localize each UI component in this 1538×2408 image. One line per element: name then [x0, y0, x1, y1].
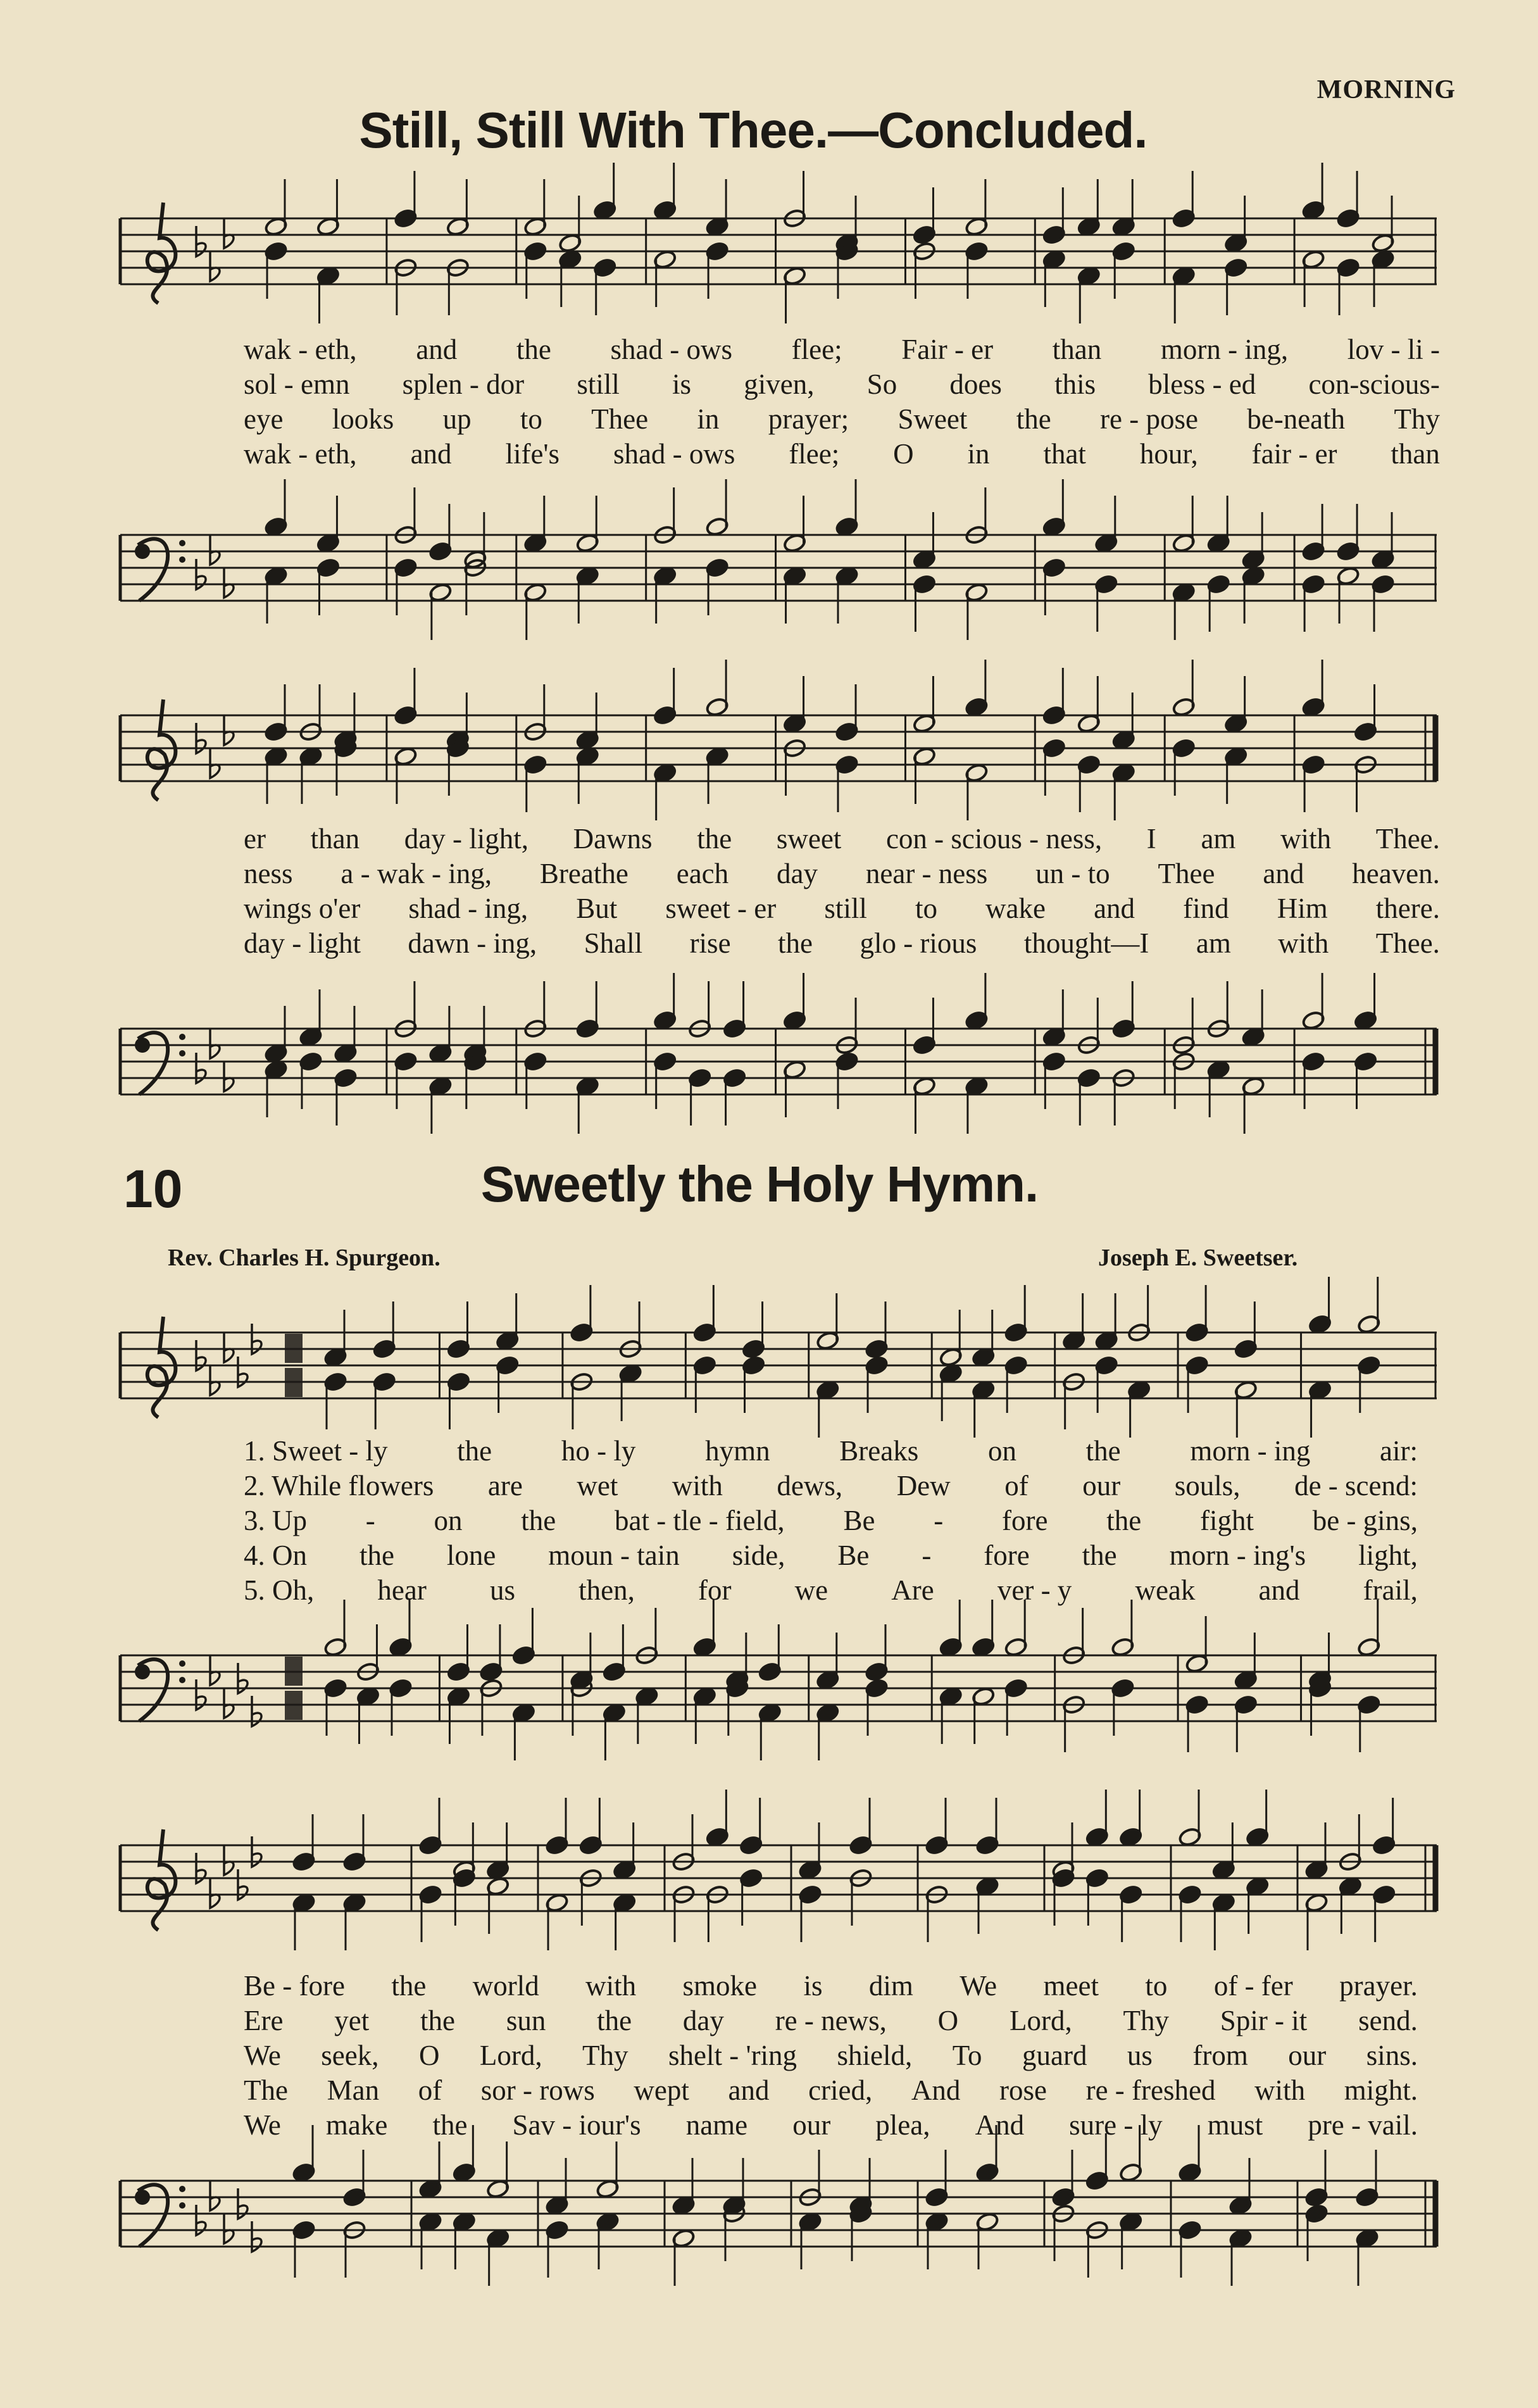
lyric-syllable: re - pose	[1100, 403, 1198, 435]
lyric-syllable: shad - ing,	[408, 893, 528, 924]
lyric-syllable: of	[1004, 1470, 1028, 1502]
lyric-syllable: -	[365, 1505, 375, 1536]
lyric-syllable: Thy	[1394, 403, 1440, 435]
lyric-syllable: hour,	[1139, 438, 1198, 470]
flat-icon	[224, 715, 234, 745]
lyric-syllable: and	[1263, 858, 1304, 889]
lyric-line	[244, 437, 1440, 472]
lyric-syllable: We	[244, 2109, 281, 2141]
lyric-syllable: smoke	[682, 1970, 758, 2002]
lyric-syllable: wake	[985, 893, 1046, 924]
lyric-syllable: Dew	[896, 1470, 951, 1502]
lyric-syllable: looks	[332, 403, 394, 435]
lyric-syllable: to	[520, 403, 542, 435]
lyric-syllable: in	[697, 403, 720, 435]
bass-clef-dot	[179, 540, 185, 546]
bass-clef-icon	[135, 2190, 150, 2205]
lyric-syllable: the	[432, 2109, 468, 2141]
lyric-syllable: Are	[891, 1574, 934, 1606]
lyric-syllable: near - ness	[865, 858, 988, 889]
lyric-syllable: seek,	[321, 2040, 379, 2071]
lyric-syllable: er	[244, 823, 266, 855]
lyric-syllable: shelt - 'ring	[668, 2040, 797, 2071]
lyric-syllable: with	[585, 1970, 637, 2002]
lyric-syllable: shad - ows	[613, 438, 735, 470]
lyric-syllable: given,	[744, 368, 815, 400]
lyric-syllable: with	[1280, 823, 1332, 855]
treble-staff	[114, 1817, 1443, 1956]
lyric-syllable: heaven.	[1352, 858, 1440, 889]
bass-clef-dot	[179, 2186, 185, 2192]
lyric-syllable: with	[1278, 927, 1329, 959]
lyric-syllable: life's	[505, 438, 560, 470]
lyric-syllable: Thee	[591, 403, 649, 435]
lyric-syllable: and	[728, 2074, 770, 2106]
lyrics-block	[244, 1969, 1418, 2143]
flat-icon	[224, 1061, 234, 1091]
lyric-syllable: day - light,	[404, 823, 528, 855]
lyric-syllable: prayer.	[1339, 1970, 1418, 2002]
lyric-syllable: moun - tain	[548, 1539, 680, 1571]
lyric-syllable: I	[1146, 823, 1156, 855]
section-header: MORNING	[1316, 75, 1456, 104]
lyric-syllable: fore	[984, 1539, 1030, 1571]
lyric-syllable: souls,	[1174, 1470, 1241, 1502]
lyric-syllable: The	[244, 2074, 288, 2106]
lyric-syllable: Sweet	[897, 403, 968, 435]
lyric-line	[244, 2073, 1418, 2108]
lyric-syllable: the	[1085, 1435, 1121, 1467]
lyric-syllable: name	[685, 2109, 748, 2141]
lyric-syllable: the	[391, 1970, 427, 2002]
lyric-syllable: eye	[244, 403, 284, 435]
treble-staff	[114, 190, 1443, 329]
lyric-syllable: dim	[868, 1970, 913, 2002]
bass-clef-dot	[179, 1660, 185, 1667]
time-signature-bottom	[285, 1691, 303, 1720]
lyric-syllable: then,	[578, 1574, 635, 1606]
lyric-syllable: be-neath	[1247, 403, 1346, 435]
lyric-line	[244, 2004, 1418, 2038]
time-signature-top	[285, 1657, 303, 1686]
lyric-syllable: hymn	[705, 1435, 770, 1467]
lyric-syllable: bless - ed	[1148, 368, 1256, 400]
bass-staff	[114, 1000, 1443, 1139]
lyric-syllable: on	[987, 1435, 1016, 1467]
lyric-syllable: must	[1207, 2109, 1263, 2141]
lyric-syllable: rose	[999, 2074, 1047, 2106]
lyric-line	[244, 856, 1440, 891]
lyric-line	[244, 1969, 1418, 2004]
flat-icon	[210, 251, 220, 281]
lyric-syllable: lone	[446, 1539, 496, 1571]
lyric-syllable: up	[442, 403, 472, 435]
lyric-syllable: our	[792, 2109, 831, 2141]
lyric-syllable: Thy	[1123, 2005, 1169, 2036]
lyric-syllable: hear	[377, 1574, 427, 1606]
lyric-syllable: con-scious-	[1308, 368, 1440, 400]
lyric-syllable: we	[794, 1574, 828, 1606]
lyric-syllable: flee;	[791, 334, 842, 365]
lyric-syllable: the	[597, 2005, 632, 2036]
lyric-syllable: So	[866, 368, 897, 400]
lyric-syllable: a - wak - ing,	[341, 858, 492, 889]
lyric-syllable: that	[1043, 438, 1086, 470]
lyric-syllable: the	[457, 1435, 492, 1467]
lyrics-block	[244, 1434, 1418, 1608]
lyric-syllable: morn - ing,	[1160, 334, 1289, 365]
lyric-syllable: than	[310, 823, 360, 855]
lyrics-block	[244, 332, 1440, 472]
lyric-syllable: wept	[634, 2074, 689, 2106]
lyric-syllable: prayer;	[768, 403, 849, 435]
lyric-syllable: and	[416, 334, 458, 365]
lyric-syllable: yet	[334, 2005, 370, 2036]
lyric-syllable: meet	[1043, 1970, 1099, 2002]
lyric-syllable: re - news,	[775, 2005, 887, 2036]
lyric-syllable: un - to	[1035, 858, 1110, 889]
lyric-syllable: Spir - it	[1220, 2005, 1308, 2036]
bass-staff	[114, 1627, 1443, 1766]
lyric-syllable: of	[418, 2074, 442, 2106]
lyric-syllable: ho - ly	[561, 1435, 636, 1467]
time-signature-bottom	[285, 1368, 303, 1397]
lyric-syllable: Lord,	[479, 2040, 542, 2071]
bass-clef-dot	[179, 1034, 185, 1040]
lyric-syllable: and	[1094, 893, 1135, 924]
flat-icon	[224, 218, 234, 248]
lyric-syllable: O	[418, 2040, 440, 2071]
flat-icon	[224, 1332, 234, 1362]
bass-clef-dot	[179, 2202, 185, 2209]
lyric-syllable: plea,	[875, 2109, 930, 2141]
lyric-syllable: to	[1145, 1970, 1168, 2002]
lyric-syllable: sweet - er	[665, 893, 777, 924]
lyric-syllable: and	[1258, 1574, 1300, 1606]
lyric-syllable: rise	[689, 927, 731, 959]
lyric-syllable: are	[487, 1470, 523, 1502]
lyric-syllable: this	[1054, 368, 1096, 400]
lyric-syllable: our	[1288, 2040, 1327, 2071]
flat-icon	[210, 1878, 220, 1908]
lyric-line	[244, 1434, 1418, 1469]
lyric-syllable: But	[576, 893, 618, 924]
lyric-syllable: ver - y	[997, 1574, 1072, 1606]
lyric-syllable: Be	[837, 1539, 870, 1571]
lyric-syllable: wak - eth,	[244, 334, 357, 365]
lyric-syllable: sure - ly	[1069, 2109, 1163, 2141]
bass-clef-icon	[135, 1038, 150, 1053]
bass-clef-dot	[179, 1050, 185, 1057]
lyric-syllable: be - gins,	[1312, 1505, 1418, 1536]
lyric-syllable: side,	[732, 1539, 785, 1571]
flat-icon	[224, 1688, 234, 1718]
lyric-syllable: splen - dor	[402, 368, 525, 400]
lyric-syllable: Dawns	[573, 823, 653, 855]
flat-icon	[210, 1365, 220, 1395]
lyric-syllable: am	[1196, 927, 1231, 959]
bass-staff	[114, 506, 1443, 646]
lyric-syllable: wings o'er	[244, 893, 361, 924]
lyric-syllable: shield,	[837, 2040, 913, 2071]
lyric-syllable: morn - ing's	[1169, 1539, 1306, 1571]
lyric-syllable: And	[975, 2109, 1025, 2141]
lyric-syllable: flee;	[789, 438, 840, 470]
lyric-syllable: We	[960, 1970, 997, 2002]
lyric-syllable: lov - li -	[1347, 334, 1440, 365]
lyric-syllable: is	[803, 1970, 823, 2002]
lyric-syllable: fight	[1199, 1505, 1254, 1536]
lyric-syllable: the	[359, 1539, 394, 1571]
lyric-syllable: than	[1391, 438, 1440, 470]
lyric-syllable: Thee	[1158, 858, 1215, 889]
lyric-syllable: Be	[843, 1505, 875, 1536]
lyric-line	[244, 1469, 1418, 1503]
lyric-syllable: con - scious - ness,	[885, 823, 1103, 855]
lyric-line	[244, 2038, 1418, 2073]
lyric-syllable: than	[1052, 334, 1102, 365]
lyric-line	[244, 926, 1440, 961]
lyric-line	[244, 1573, 1418, 1608]
lyric-syllable: is	[672, 368, 692, 400]
lyric-syllable: 4. On	[244, 1539, 307, 1571]
lyric-syllable: Breathe	[539, 858, 628, 889]
lyric-syllable: -	[934, 1505, 944, 1536]
lyrics-block	[244, 822, 1440, 961]
lyric-syllable: Breaks	[839, 1435, 919, 1467]
lyric-syllable: Be - fore	[244, 1970, 345, 2002]
lyric-syllable: Thee.	[1375, 927, 1440, 959]
lyric-line	[244, 822, 1440, 856]
lyric-syllable: We	[244, 2040, 281, 2071]
flat-icon	[210, 748, 220, 778]
lyric-syllable: sweet	[776, 823, 842, 855]
lyric-syllable: sor - rows	[480, 2074, 595, 2106]
lyric-syllable: And	[911, 2074, 961, 2106]
lyric-syllable: in	[967, 438, 990, 470]
words-credit: Rev. Charles H. Spurgeon.	[168, 1245, 441, 1271]
lyric-syllable: Thy	[582, 2040, 628, 2071]
lyric-syllable: from	[1192, 2040, 1248, 2071]
lyric-syllable: weak	[1135, 1574, 1196, 1606]
lyric-syllable: shad - ows	[610, 334, 733, 365]
lyric-syllable: de - scend:	[1294, 1470, 1418, 1502]
lyric-syllable: glo - rious	[860, 927, 977, 959]
lyric-syllable: day	[682, 2005, 724, 2036]
lyric-syllable: still	[577, 368, 620, 400]
lyric-syllable: with	[672, 1470, 723, 1502]
bass-clef-dot	[179, 1677, 185, 1683]
lyric-syllable: ness	[244, 858, 293, 889]
lyric-syllable: bat - tle - field,	[615, 1505, 785, 1536]
lyric-syllable: fore	[1001, 1505, 1048, 1536]
lyric-line	[244, 1503, 1418, 1538]
lyric-syllable: each	[676, 858, 729, 889]
flat-icon	[224, 1845, 234, 1875]
lyric-syllable: and	[410, 438, 452, 470]
flat-icon	[224, 567, 234, 598]
lyric-syllable: on	[434, 1505, 463, 1536]
lyric-syllable: 3. Up	[244, 1505, 307, 1536]
lyric-syllable: for	[698, 1574, 732, 1606]
hymn-number: 10	[123, 1159, 183, 1219]
lyric-syllable: am	[1201, 823, 1236, 855]
lyric-syllable: the	[778, 927, 813, 959]
hymn-title: Sweetly the Holy Hymn.	[480, 1156, 1039, 1212]
lyric-syllable: Him	[1277, 893, 1328, 924]
treble-staff	[114, 1304, 1443, 1443]
lyric-syllable: Lord,	[1009, 2005, 1072, 2036]
lyric-syllable: make	[325, 2109, 388, 2141]
lyric-syllable: O	[937, 2005, 959, 2036]
treble-staff	[114, 687, 1443, 826]
lyric-syllable: Man	[327, 2074, 380, 2106]
lyric-syllable: the	[420, 2005, 456, 2036]
lyric-syllable: with	[1254, 2074, 1306, 2106]
lyric-syllable: light,	[1358, 1539, 1418, 1571]
lyric-syllable: 2. While flowers	[244, 1470, 434, 1502]
lyric-syllable: still	[824, 893, 867, 924]
lyric-syllable: 1. Sweet - ly	[244, 1435, 388, 1467]
time-signature-top	[285, 1334, 303, 1363]
lyric-syllable: dawn - ing,	[408, 927, 537, 959]
lyric-syllable: to	[915, 893, 937, 924]
lyric-syllable: of - fer	[1213, 1970, 1293, 2002]
bass-staff	[114, 2152, 1443, 2292]
lyric-syllable: day - light	[244, 927, 361, 959]
lyric-syllable: frail,	[1363, 1574, 1418, 1606]
flat-icon	[224, 2213, 234, 2243]
flat-icon	[210, 534, 220, 565]
lyric-syllable: sun	[506, 2005, 546, 2036]
lyric-syllable: -	[922, 1539, 932, 1571]
lyric-line	[244, 1538, 1418, 1573]
bass-clef-dot	[179, 556, 185, 563]
lyric-line	[244, 332, 1440, 367]
lyric-line	[244, 402, 1440, 437]
lyric-syllable: Shall	[584, 927, 643, 959]
lyric-syllable: Fair - er	[901, 334, 994, 365]
lyric-line	[244, 891, 1440, 926]
lyric-syllable: O	[893, 438, 914, 470]
lyric-syllable: air:	[1380, 1435, 1418, 1467]
lyric-line	[244, 2108, 1418, 2143]
lyric-syllable: cried,	[808, 2074, 873, 2106]
bass-clef-icon	[135, 544, 150, 559]
lyric-syllable: does	[949, 368, 1002, 400]
flat-icon	[210, 1655, 220, 1685]
lyric-syllable: the	[521, 1505, 556, 1536]
music-credit: Joseph E. Sweetser.	[1098, 1245, 1298, 1271]
hymn-title-continued: Still, Still With Thee.—Concluded.	[359, 102, 1147, 158]
lyric-syllable: Thee.	[1375, 823, 1440, 855]
lyric-syllable: the	[1016, 403, 1051, 435]
lyric-syllable: our	[1082, 1470, 1121, 1502]
lyric-syllable: sol - emn	[244, 368, 350, 400]
lyric-syllable: thought—I	[1023, 927, 1149, 959]
lyric-syllable: the	[697, 823, 732, 855]
lyric-syllable: world	[472, 1970, 539, 2002]
bass-clef-icon	[135, 1664, 150, 1679]
lyric-syllable: wet	[577, 1470, 618, 1502]
lyric-syllable: there.	[1375, 893, 1440, 924]
lyric-syllable: sins.	[1366, 2040, 1418, 2071]
lyric-syllable: send.	[1358, 2005, 1418, 2036]
lyric-syllable: the	[1106, 1505, 1142, 1536]
lyric-syllable: the	[1082, 1539, 1117, 1571]
lyric-syllable: might.	[1344, 2074, 1418, 2106]
lyric-syllable: the	[516, 334, 551, 365]
lyric-syllable: Sav - iour's	[512, 2109, 641, 2141]
lyric-syllable: morn - ing	[1190, 1435, 1311, 1467]
flat-icon	[210, 2180, 220, 2210]
lyric-line	[244, 367, 1440, 402]
flat-icon	[210, 1028, 220, 1058]
lyric-syllable: To	[952, 2040, 982, 2071]
lyric-syllable: us	[1127, 2040, 1153, 2071]
lyric-syllable: wak - eth,	[244, 438, 357, 470]
lyric-syllable: pre - vail.	[1308, 2109, 1418, 2141]
lyric-syllable: Ere	[244, 2005, 284, 2036]
lyric-syllable: 5. Oh,	[244, 1574, 315, 1606]
lyric-syllable: day	[777, 858, 818, 889]
lyric-syllable: find	[1183, 893, 1229, 924]
lyric-syllable: fair - er	[1251, 438, 1337, 470]
lyric-syllable: us	[489, 1574, 515, 1606]
lyric-syllable: re - freshed	[1085, 2074, 1216, 2106]
lyric-syllable: guard	[1022, 2040, 1087, 2071]
lyric-syllable: dews,	[777, 1470, 843, 1502]
